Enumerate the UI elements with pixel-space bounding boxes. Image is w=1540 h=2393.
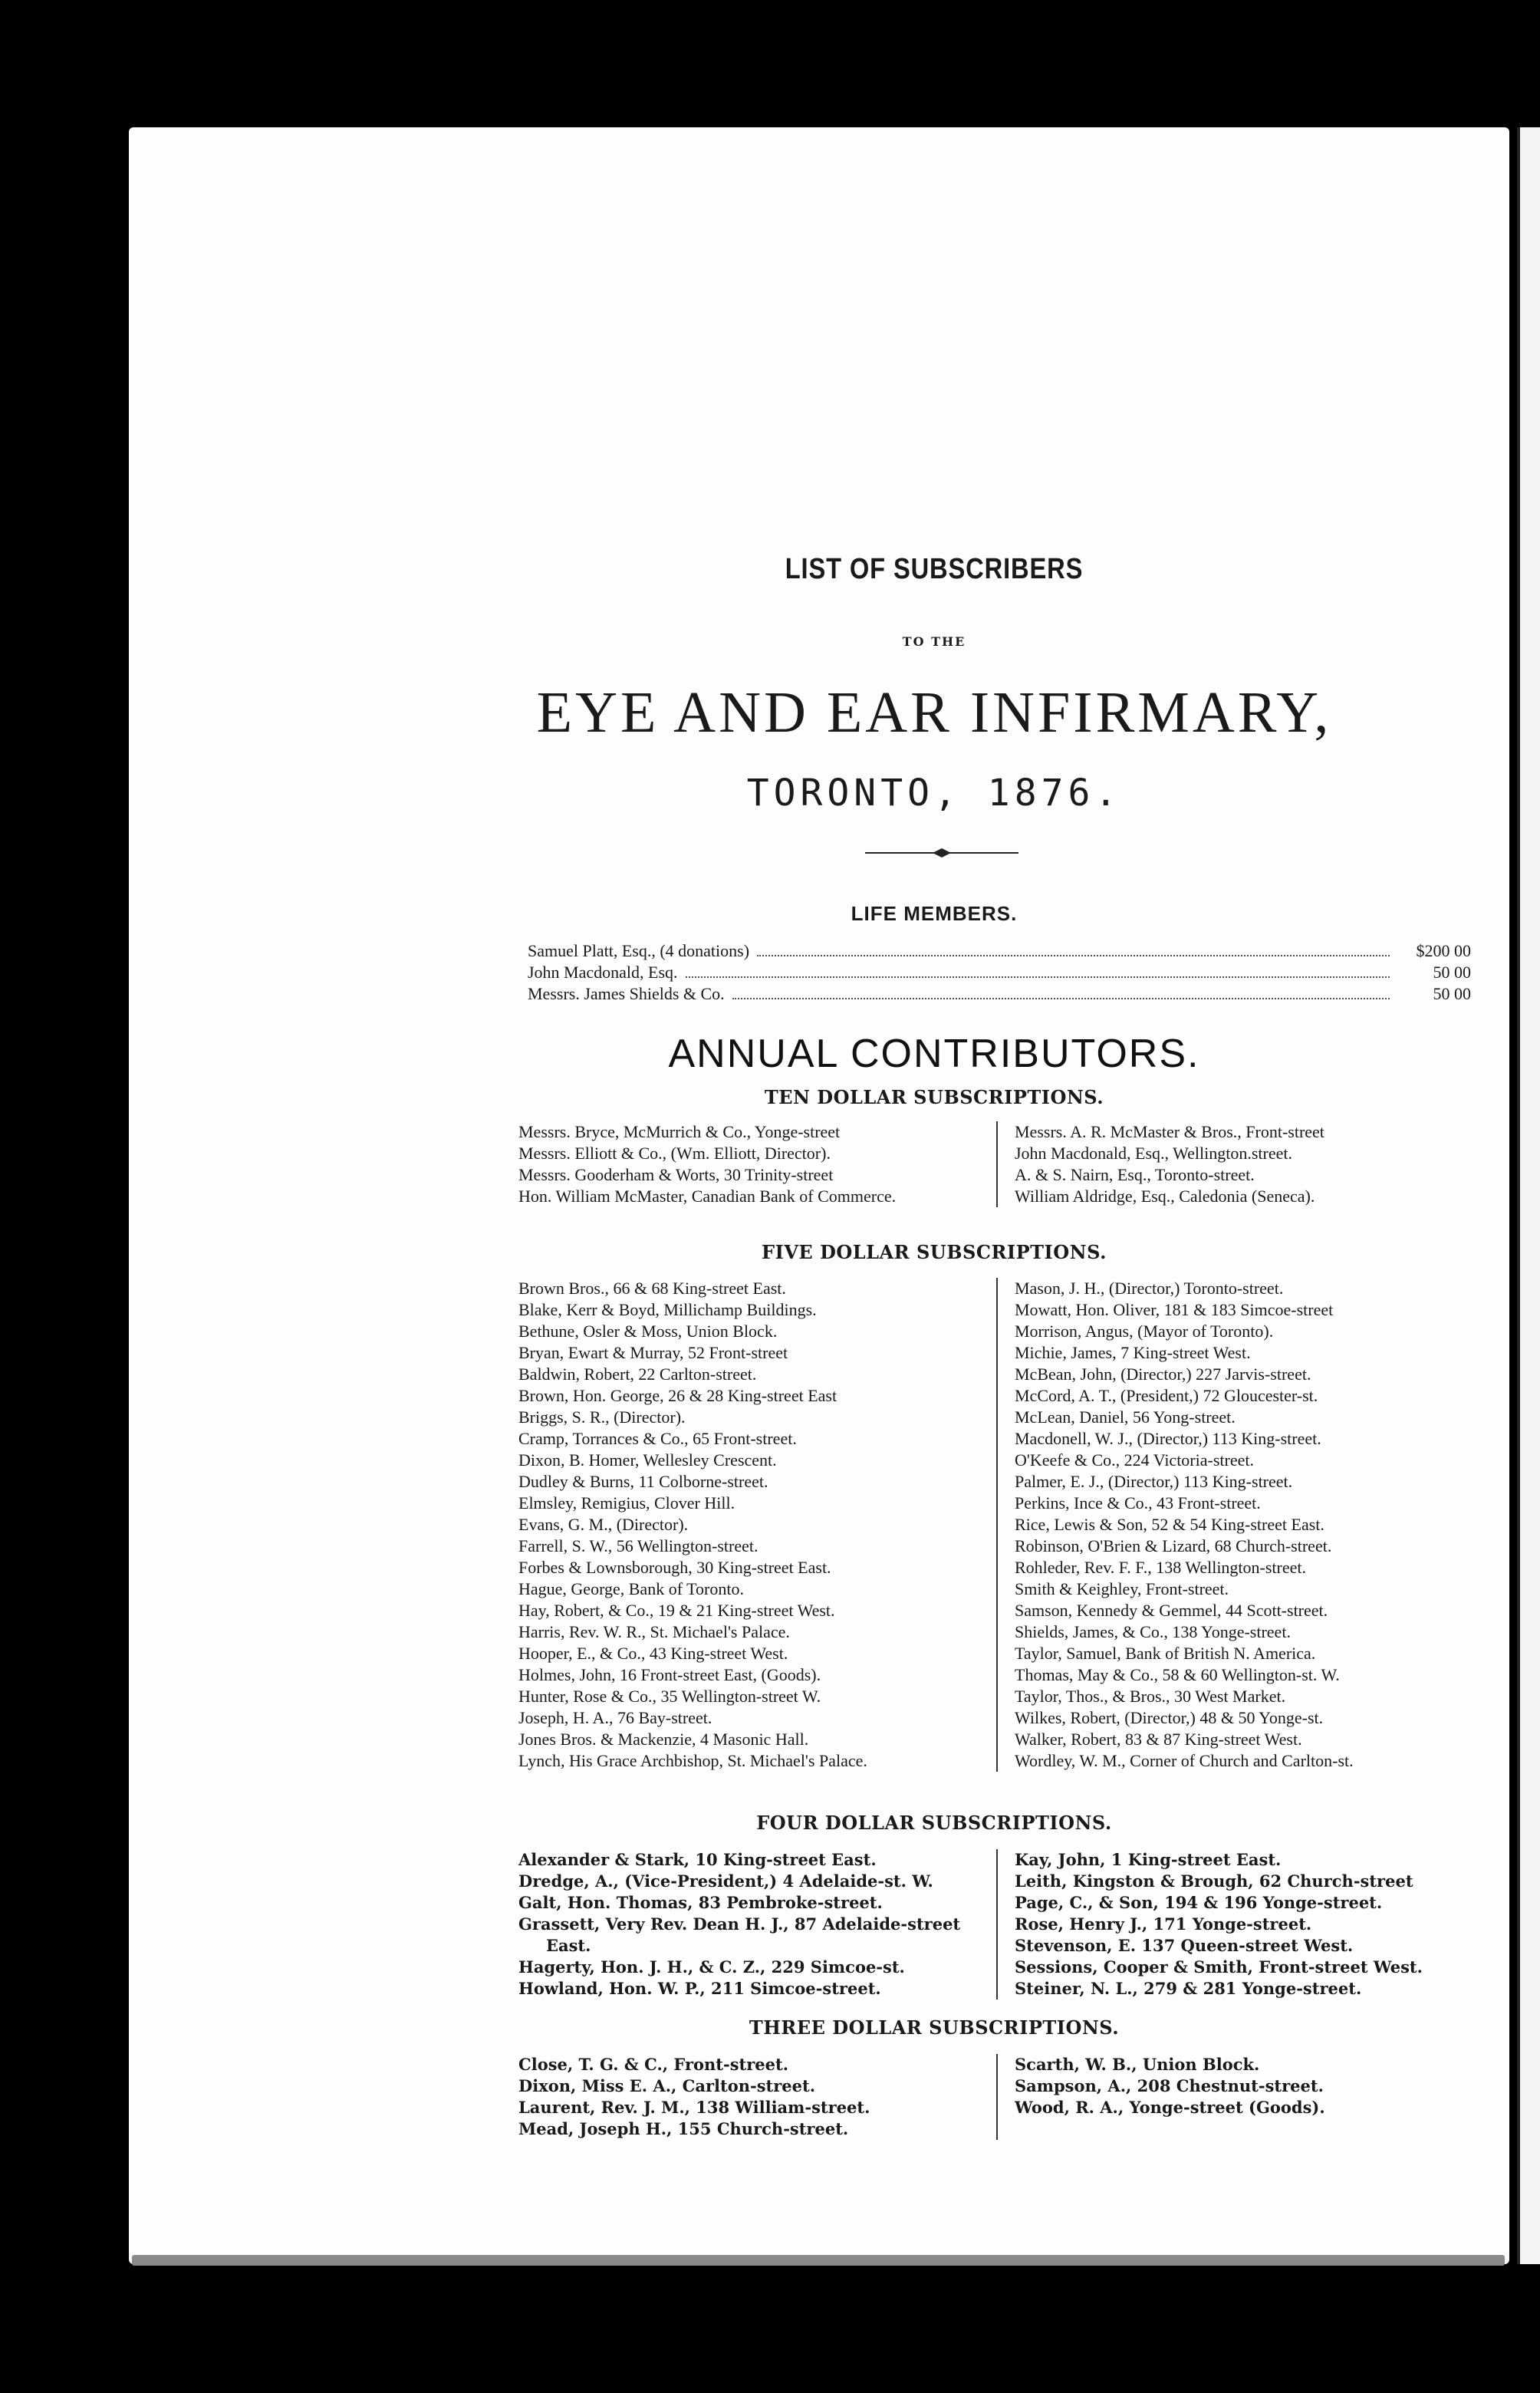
five-dollar-left-column bbox=[518, 1278, 998, 1772]
institution-heading: EYE AND EAR INFIRMARY, bbox=[536, 680, 1332, 745]
list-item: Alexander & Stark, 10 King-street East. bbox=[518, 1850, 877, 1869]
list-item: Laurent, Rev. J. M., 138 William-street. bbox=[518, 2098, 870, 2117]
ten-dollar-right-column bbox=[998, 1121, 1477, 1207]
list-item: Cramp, Torrances & Co., 65 Front-street. bbox=[518, 1429, 797, 1448]
list-item: Grassett, Very Rev. Dean H. J., 87 Adelaide-street East. bbox=[518, 1914, 961, 1955]
list-item: John Macdonald, Esq., Wellington.street. bbox=[1015, 1144, 1292, 1163]
list-item: Hon. William McMaster, Canadian Bank of Commerce. bbox=[518, 1187, 897, 1206]
list-item: Holmes, John, 16 Front-street East, (Goods). bbox=[518, 1665, 821, 1684]
list-item: Shields, James, & Co., 138 Yonge-street. bbox=[1015, 1622, 1291, 1641]
list-item: Brown Bros., 66 & 68 King-street East. bbox=[518, 1279, 786, 1298]
five-dollar-right-column bbox=[998, 1278, 1477, 1772]
ten-dollar-heading: TEN DOLLAR SUBSCRIPTIONS. bbox=[764, 1086, 1104, 1108]
list-item: Leith, Kingston & Brough, 62 Church-street bbox=[1015, 1871, 1413, 1891]
list-item: Brown, Hon. George, 26 & 28 King-street East bbox=[518, 1386, 837, 1405]
ten-dollar-columns bbox=[518, 1121, 1477, 1207]
member-name: Samuel Platt, Esq., (4 donations) bbox=[528, 941, 750, 960]
list-item: Rice, Lewis & Son, 52 & 54 King-street East. bbox=[1015, 1515, 1324, 1534]
list-item: Wood, R. A., Yonge-street (Goods). bbox=[1015, 2098, 1325, 2117]
list-item: Mowatt, Hon. Oliver, 181 & 183 Simcoe-street bbox=[1015, 1300, 1334, 1319]
member-amount: $200 00 bbox=[1416, 941, 1471, 960]
list-item: Joseph, H. A., 76 Bay-street. bbox=[518, 1708, 712, 1727]
list-item: Rose, Henry J., 171 Yonge-street. bbox=[1015, 1914, 1312, 1934]
four-dollar-heading: FOUR DOLLAR SUBSCRIPTIONS. bbox=[756, 1812, 1112, 1834]
list-item: Blake, Kerr & Boyd, Millichamp Buildings. bbox=[518, 1300, 817, 1319]
five-dollar-columns bbox=[518, 1278, 1477, 1772]
list-item: Messrs. Elliott & Co., (Wm. Elliott, Director). bbox=[518, 1144, 831, 1163]
list-item: Hooper, E., & Co., 43 King-street West. bbox=[518, 1644, 788, 1663]
four-dollar-right-column bbox=[998, 1849, 1477, 2000]
life-members-list bbox=[528, 940, 1471, 1005]
list-item: Mason, J. H., (Director,) Toronto-street. bbox=[1015, 1279, 1284, 1298]
annual-contributors-heading: ANNUAL CONTRIBUTORS. bbox=[668, 1032, 1200, 1076]
next-page-edge bbox=[1517, 127, 1540, 2264]
list-item: Dudley & Burns, 11 Colborne-street. bbox=[518, 1472, 768, 1491]
list-item: Scarth, W. B., Union Block. bbox=[1015, 2055, 1260, 2074]
list-item: Dixon, B. Homer, Wellesley Crescent. bbox=[518, 1450, 777, 1470]
list-item: Elmsley, Remigius, Clover Hill. bbox=[518, 1493, 735, 1512]
list-item: Messrs. Bryce, McMurrich & Co., Yonge-street bbox=[518, 1122, 841, 1141]
member-amount: 50 00 bbox=[1433, 963, 1471, 982]
list-item: Thomas, May & Co., 58 & 60 Wellington-st. W. bbox=[1015, 1665, 1340, 1684]
list-item: Page, C., & Son, 194 & 196 Yonge-street. bbox=[1015, 1893, 1383, 1912]
list-item: Hunter, Rose & Co., 35 Wellington-street W. bbox=[518, 1687, 821, 1706]
list-item: Taylor, Thos., & Bros., 30 West Market. bbox=[1015, 1687, 1286, 1706]
list-item: Hagerty, Hon. J. H., & C. Z., 229 Simcoe-st. bbox=[518, 1957, 905, 1977]
list-item bbox=[528, 983, 1471, 1005]
list-item: Steiner, N. L., 279 & 281 Yonge-street. bbox=[1015, 1979, 1362, 1998]
three-dollar-left-column bbox=[518, 2054, 998, 2140]
list-item: Dredge, A., (Vice-President,) 4 Adelaide-st. W. bbox=[518, 1871, 933, 1891]
leader-dots bbox=[686, 976, 1390, 978]
list-item: Palmer, E. J., (Director,) 113 King-street. bbox=[1015, 1472, 1293, 1491]
list-item: Lynch, His Grace Archbishop, St. Michael's Palace. bbox=[518, 1751, 867, 1770]
list-item: Hay, Robert, & Co., 19 & 21 King-street West. bbox=[518, 1601, 835, 1620]
four-dollar-columns bbox=[518, 1849, 1477, 2000]
list-item: O'Keefe & Co., 224 Victoria-street. bbox=[1015, 1450, 1254, 1470]
list-item: Messrs. Gooderham & Worts, 30 Trinity-street bbox=[518, 1165, 834, 1184]
ornament-divider-icon bbox=[865, 848, 1018, 857]
list-item: Farrell, S. W., 56 Wellington-street. bbox=[518, 1536, 758, 1555]
list-item: Jones Bros. & Mackenzie, 4 Masonic Hall. bbox=[518, 1730, 809, 1749]
city-year-line: TORONTO, 1876. bbox=[746, 772, 1122, 815]
list-item: Forbes & Lownsborough, 30 King-street East. bbox=[518, 1558, 831, 1577]
document-page bbox=[129, 127, 1509, 2264]
list-item: Mead, Joseph H., 155 Church-street. bbox=[518, 2119, 849, 2138]
leader-dots bbox=[757, 955, 1390, 956]
list-item: Briggs, S. R., (Director). bbox=[518, 1407, 686, 1427]
list-item: Michie, James, 7 King-street West. bbox=[1015, 1343, 1251, 1362]
list-item: Smith & Keighley, Front-street. bbox=[1015, 1579, 1229, 1598]
list-item: Close, T. G. & C., Front-street. bbox=[518, 2055, 789, 2074]
list-item: Kay, John, 1 King-street East. bbox=[1015, 1850, 1282, 1869]
list-item: McCord, A. T., (President,) 72 Gloucester-st. bbox=[1015, 1386, 1318, 1405]
leader-dots bbox=[732, 998, 1390, 999]
list-item: Macdonell, W. J., (Director,) 113 King-street. bbox=[1015, 1429, 1321, 1448]
life-members-heading: LIFE MEMBERS. bbox=[851, 902, 1018, 925]
list-item: Dixon, Miss E. A., Carlton-street. bbox=[518, 2076, 816, 2095]
list-item: Wilkes, Robert, (Director,) 48 & 50 Yonge-st. bbox=[1015, 1708, 1324, 1727]
three-dollar-right-column bbox=[998, 2054, 1477, 2140]
five-dollar-heading: FIVE DOLLAR SUBSCRIPTIONS. bbox=[762, 1241, 1107, 1263]
list-item: Rohleder, Rev. F. F., 138 Wellington-street. bbox=[1015, 1558, 1307, 1577]
three-dollar-columns bbox=[518, 2054, 1477, 2140]
list-item: Galt, Hon. Thomas, 83 Pembroke-street. bbox=[518, 1893, 883, 1912]
list-item: Stevenson, E. 137 Queen-street West. bbox=[1015, 1936, 1354, 1955]
list-item: Hague, George, Bank of Toronto. bbox=[518, 1579, 744, 1598]
list-item: Harris, Rev. W. R., St. Michael's Palace. bbox=[518, 1622, 790, 1641]
member-name: Messrs. James Shields & Co. bbox=[528, 984, 725, 1003]
list-item: Baldwin, Robert, 22 Carlton-street. bbox=[518, 1364, 757, 1384]
list-item bbox=[528, 940, 1471, 962]
list-item: Bryan, Ewart & Murray, 52 Front-street bbox=[518, 1343, 788, 1362]
list-item: Messrs. A. R. McMaster & Bros., Front-street bbox=[1015, 1122, 1324, 1141]
list-item: Howland, Hon. W. P., 211 Simcoe-street. bbox=[518, 1979, 881, 1998]
list-item bbox=[528, 962, 1471, 983]
list-item: Bethune, Osler & Moss, Union Block. bbox=[518, 1322, 778, 1341]
list-item: Wordley, W. M., Corner of Church and Carlton-st. bbox=[1015, 1751, 1354, 1770]
list-item: William Aldridge, Esq., Caledonia (Seneca). bbox=[1015, 1187, 1315, 1206]
list-item: McLean, Daniel, 56 Yong-street. bbox=[1015, 1407, 1236, 1427]
list-item: Walker, Robert, 83 & 87 King-street West. bbox=[1015, 1730, 1302, 1749]
list-item: Perkins, Ince & Co., 43 Front-street. bbox=[1015, 1493, 1261, 1512]
list-item: Taylor, Samuel, Bank of British N. America. bbox=[1015, 1644, 1316, 1663]
list-title: LIST OF SUBSCRIBERS bbox=[785, 553, 1084, 585]
list-item: Robinson, O'Brien & Lizard, 68 Church-street. bbox=[1015, 1536, 1332, 1555]
list-item: A. & S. Nairn, Esq., Toronto-street. bbox=[1015, 1165, 1255, 1184]
list-item: McBean, John, (Director,) 227 Jarvis-street. bbox=[1015, 1364, 1311, 1384]
three-dollar-heading: THREE DOLLAR SUBSCRIPTIONS. bbox=[749, 2016, 1120, 2039]
to-the-line: TO THE bbox=[902, 634, 966, 649]
list-item: Sampson, A., 208 Chestnut-street. bbox=[1015, 2076, 1324, 2095]
list-item: Morrison, Angus, (Mayor of Toronto). bbox=[1015, 1322, 1274, 1341]
member-amount: 50 00 bbox=[1433, 984, 1471, 1003]
ten-dollar-left-column bbox=[518, 1121, 998, 1207]
list-item: Evans, G. M., (Director). bbox=[518, 1515, 689, 1534]
page-bottom-edge bbox=[132, 2255, 1505, 2266]
member-name: John Macdonald, Esq. bbox=[528, 963, 678, 982]
list-item: Sessions, Cooper & Smith, Front-street West. bbox=[1015, 1957, 1423, 1977]
list-item: Samson, Kennedy & Gemmel, 44 Scott-street. bbox=[1015, 1601, 1328, 1620]
four-dollar-left-column bbox=[518, 1849, 998, 2000]
